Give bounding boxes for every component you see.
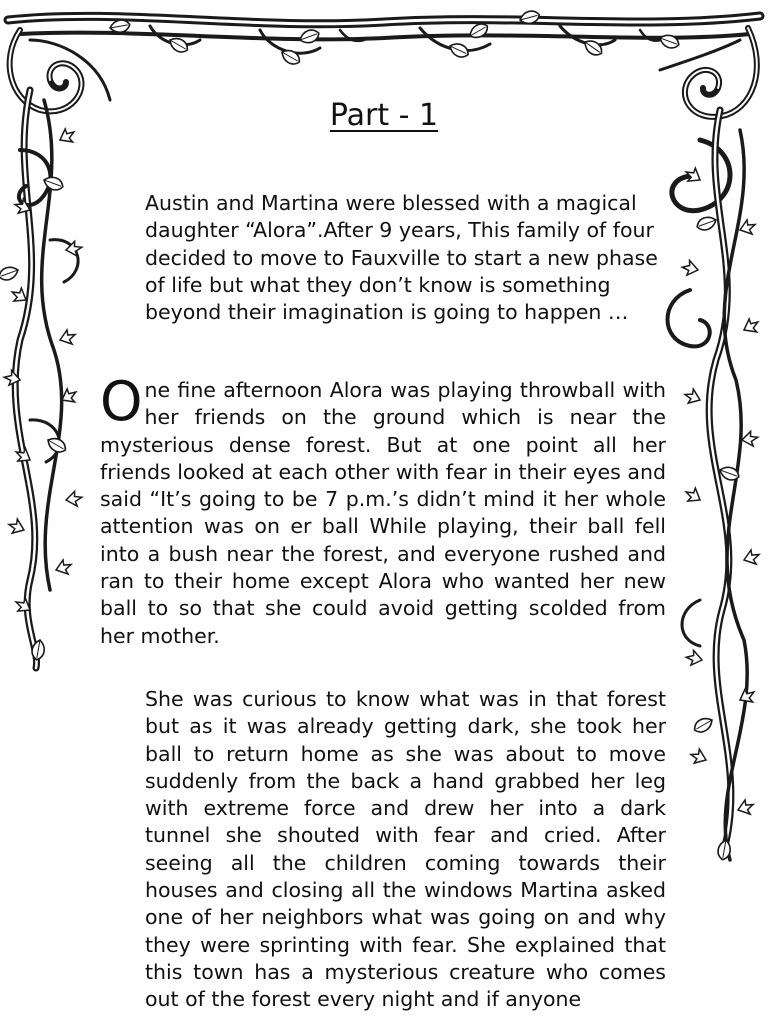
story-paragraph-1 (100, 370, 666, 650)
story-paragraph-1-text: ne fine afternoon Alora was playing throwball with her friends on the ground which is near the mysterious dense forest. But at one point all her friends looked at each other with fear in their eyes and said “It’s going to be 7 p.m.’s didn’t mind it her whole attention was on er ball While playing, their ball fell into a bush near the forest, and everyone rushed and ran to their home except Alora who wanted her new ball to so that she could avoid getting scolded from her mother. (100, 378, 666, 648)
story-paragraph-2: She was curious to know what was in that forest but as it was already getting dark, she took her ball to return home as she was about to move suddenly from the back a hand grabbed her leg with extreme force and drew her into a dark tunnel she shouted with fear and cried. After seeing all the children coming towards their houses and closing all the windows Martina asked one of her neighbors what was going on and why they were sprinting with fear. She explained that this town has a mysterious creature who comes out of the forest every night and if anyone (145, 687, 666, 1012)
drop-cap: O (100, 370, 143, 433)
left-vine (15, 90, 78, 668)
intro-paragraph: Austin and Martina were blessed with a magical daughter “Alora”.After 9 years, This family of four decided to move to Fauxville to start a new phase of life but what they don’t know is something beyond their imagination is going to happen … (145, 191, 658, 325)
page-title: Part - 1 (329, 98, 439, 133)
